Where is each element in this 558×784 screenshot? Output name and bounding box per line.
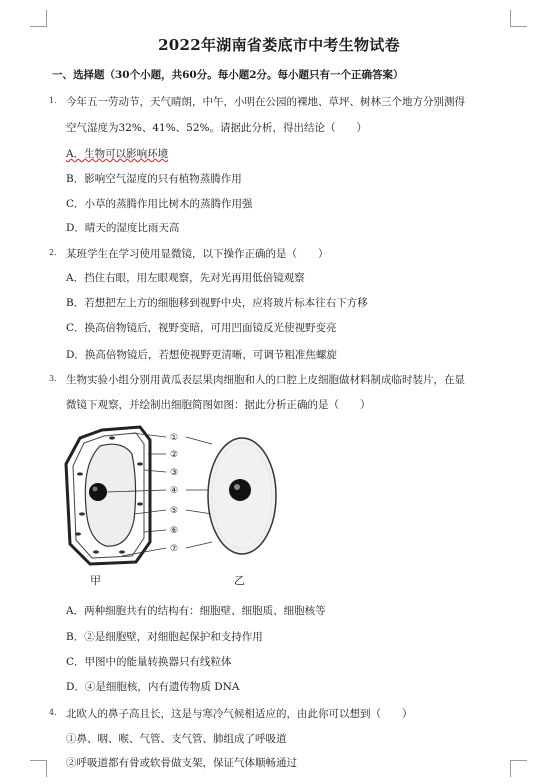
- option-a: A．生物可以影响环境: [66, 148, 169, 160]
- animal-cell-nucleus: [229, 479, 251, 501]
- option-d: D．晴天的湿度比雨天高: [66, 222, 180, 234]
- section-heading: 一、选择题（30个小题，共60分。每小题2分。每小题只有一个正确答案）: [52, 69, 404, 81]
- question-stem-line: 空气湿度为32%、41%、52%。请据此分析，得出结论（ ）: [66, 122, 368, 134]
- question-number: 2.: [49, 248, 57, 257]
- option-a: A．挡住右眼，用左眼观察，先对光再用低倍镜观察: [66, 272, 305, 284]
- question-number: 3.: [49, 374, 57, 383]
- figure-label: ②: [170, 450, 179, 460]
- figure-label: ⑦: [170, 544, 179, 554]
- cell-b-label: 乙: [234, 574, 245, 587]
- figure-label: ③: [170, 468, 179, 478]
- statement-1: ①鼻、咽、喉、气管、支气管、肺组成了呼吸道: [66, 733, 287, 745]
- figure-label: ⑥: [170, 526, 179, 536]
- option-c: C．甲图中的能量转换器只有线粒体: [66, 656, 232, 668]
- crop-mark-bottom-left: [30, 760, 47, 777]
- figure-label: ①: [170, 433, 179, 443]
- option-b: B．②是细胞壁，对细胞起保护和支持作用: [66, 631, 263, 643]
- figure-label: ⑤: [170, 506, 179, 516]
- document-title: 2022年湖南省娄底市中考生物试卷: [158, 36, 400, 54]
- option-c: C．小草的蒸腾作用比树木的蒸腾作用强: [66, 198, 253, 210]
- statement-2: ②呼吸道都有骨或软骨做支架，保证气体顺畅通过: [66, 757, 297, 769]
- option-b: B．若想把左上方的细胞移到视野中央，应将玻片标本往右下方移: [66, 297, 368, 309]
- cell-a-label: 甲: [90, 574, 101, 587]
- figure-label: ④: [170, 486, 179, 496]
- crop-mark-bottom-right: [510, 760, 527, 777]
- option-b: B．影响空气湿度的只有植物蒸腾作用: [66, 173, 242, 185]
- option-d: D．换高倍物镜后，若想使视野更清晰，可调节粗准焦螺旋: [66, 349, 337, 361]
- question-stem-line: 微镜下观察，并绘制出细胞简图如图：据此分析正确的是（ ）: [66, 399, 371, 411]
- option-a: A．两种细胞共有的结构有：细胞壁、细胞质、细胞核等: [66, 605, 326, 617]
- question-stem-line: 今年五一劳动节，天气晴朗，中午，小明在公园的裸地、草坪、树林三个地方分别测得: [66, 96, 465, 108]
- question-stem-line: 某班学生在学习使用显微镜，以下操作正确的是（ ）: [66, 248, 329, 260]
- question-number: 1.: [49, 96, 57, 105]
- option-d: D．④是细胞核，内有遗传物质 DNA: [66, 681, 240, 693]
- plant-cell-nucleus: [89, 483, 107, 501]
- question-number: 4.: [49, 708, 57, 717]
- option-c: C．换高倍物镜后，视野变暗，可用凹面镜反光使视野变亮: [66, 322, 337, 334]
- question-stem-line: 生物实验小组分别用黄瓜表层果肉细胞和人的口腔上皮细胞做材料制成临时装片，在显: [66, 374, 465, 386]
- question-stem-line: 北欧人的鼻子高且长，这是与寒冷气候相适应的，由此你可以想到（ ）: [66, 708, 413, 720]
- cell-diagram: [62, 424, 312, 594]
- crop-mark-top-right: [510, 10, 527, 27]
- crop-mark-top-left: [30, 10, 47, 27]
